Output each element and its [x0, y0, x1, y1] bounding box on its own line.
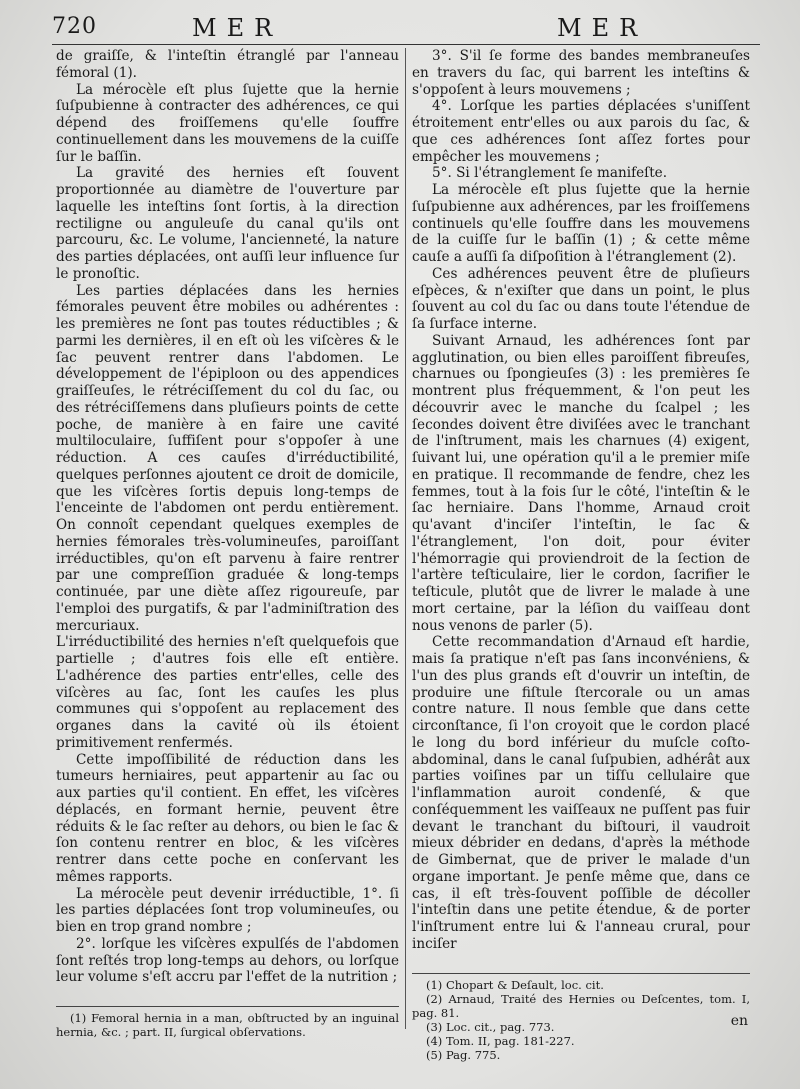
footnote: (4) Tom. II, pag. 181-227. [426, 1033, 575, 1048]
paragraph: de graiſſe, & l'inteſtin étranglé par l'anneau fémoral (1). [56, 48, 399, 81]
footnote: (1) Femoral hernia in a man, obſtructed by an inguinal hernia, &c. ; part. II, ſurgical obſervations. [56, 1011, 399, 1039]
running-head-right: MER [557, 14, 648, 42]
footnote-rule [412, 973, 750, 974]
footnote: (2) Arnaud, Traité des Hernies ou Deſcentes, tom. I, pag. 81. [412, 991, 750, 1020]
paragraph: 3°. S'il ſe forme des bandes membraneuſes en travers du ſac, qui barrent les inteſtins & s'oppoſent à leurs mouvemens ; [412, 48, 750, 98]
paragraph: Ces adhérences peuvent être de pluſieurs eſpèces, & n'exiſter que dans un point, le plus ſouvent au col du ſac ou dans toute l'étendue de ſa ſurface interne. [412, 265, 750, 332]
paragraph: 2°. lorſque les viſcères expulſés de l'abdomen ſont reſtés trop long-temps au dehors, ou lorſque leur volume s'eſt accru par l'effet de la nutrition ; [56, 935, 399, 986]
footnote: (3) Loc. cit., pag. 773. [426, 1019, 555, 1034]
paragraph: L'irréductibilité des hernies n'eſt quelquefois que partielle ; d'autres fois elle eſt entière. L'adhérence des parties entr'elles, celle des viſcères au ſac, ſont les cauſes les plus communes qui s'oppoſent au replacement des organes dans la cavité où ils étoient primitivement renfermés. [56, 634, 399, 751]
paragraph: Cette impoſſibilité de réduction dans les tumeurs herniaires, peut appartenir au ſac ou aux parties qu'il contient. En effet, les viſcères déplacés, en formant hernie, peuvent être réduits & le ſac reſter au dehors, ou bien le ſac & ſon contenu rentrer en bloc, & les viſcères rentrer dans cette poche en conſervant les mêmes rapports. [56, 751, 399, 885]
paragraph: Suivant Arnaud, les adhérences ſont par agglutination, ou bien elles paroiſſent fibreuſes, charnues ou ſpongieuſes (3) : les premières ſe montrent plus fréquemment, & l'on peut les découvrir avec le manche du ſcalpel ; les ſecondes doivent être diviſées avec le tranchant de l'inſtrument, mais les charnues (4) exigent, ſuivant lui, une opération qu'il a le premier miſe en pratique. Il recommande de fendre, chez les femmes, tout à la fois ſur le côté, l'inteſtin & le ſac herniaire. Dans l'homme, Arnaud croit qu'avant d'inciſer l'inteſtin, le ſac & l'étranglement, l'on doit, pour éviter l'hémorragie qui proviendroit de la ſection de l'artère teſticulaire, lier le cordon, ſacrifier le teſticule, plutôt que de livrer le malade à une mort certaine, par la léſion du vaiſſeau dont nous venons de parler (5). [412, 332, 750, 634]
page-number: 720 [52, 14, 97, 39]
footnote: (5) Pag. 775. [426, 1047, 501, 1062]
left-column [56, 48, 399, 1039]
catchword: en [730, 1013, 748, 1029]
paragraph: 5°. Si l'étranglement ſe manifeſte. [432, 165, 668, 182]
footnote: (1) Chopart & Deſault, loc. cit. [426, 977, 604, 992]
paragraph: Cette recommandation d'Arnaud eſt hardie, mais ſa pratique n'eſt pas ſans inconvéniens, & l'un des plus grands eſt d'ouvrir un inteſtin, de produire une fiſtule ſtercorale ou un amas contre nature. Il nous ſemble que dans cette circonſtance, ſi l'on croyoit que le cordon placé le long du bord inférieur du muſcle coſto-abdominal, dans le canal ſuſpubien, adhérât aux parties voiſines par un tiſſu cellulaire que l'inflammation auroit condenſé, & que conſéquemment les vaiſſeaux ne puſſent pas fuir devant le tranchant du biſtouri, il vaudroit mieux débrider en dedans, d'après la méthode de Gimbernat, que de priver le malade d'un organe important. Je penſe même que, dans ce cas, il eſt très-ſouvent poſſible de décoller l'inteſtin dans une petite étendue, & de porter l'inſtrument entre lui & l'anneau crural, pour inciſer [412, 634, 750, 952]
header-rule [52, 44, 760, 45]
column-divider [405, 48, 406, 1029]
page-header [52, 14, 760, 44]
right-column [412, 48, 750, 1062]
paragraph: Les parties déplacées dans les hernies fémorales peuvent être mobiles ou adhérentes : les premières ne ſont pas toutes réductibles ; & parmi les dernières, il en eſt où les viſcères & le ſac peuvent rentrer dans l'abdomen. Le développement de l'épiploon ou des appendices graiſſeuſes, le rétréciſſement du col du ſac, ou des rétréciſſemens dans pluſieurs points de cette poche, de manière à en faire une cavité multiloculaire, ſuffiſent pour s'oppoſer à une réduction. A ces cauſes d'irréductibilité, quelques perſonnes ajoutent ce droit de domicile, que les viſcères ſortis depuis long-temps de l'enceinte de l'abdomen ont perdu entièrement. On connoît cependant quelques exemples de hernies fémorales très-volumineuſes, paroiſſant irréductibles, qu'on eſt parvenu à faire rentrer par une compreſſion graduée & long-temps continuée, par une diète aſſez rigoureuſe, par l'emploi des purgatifs, & par l'adminiſtration des mercuriaux. [56, 282, 399, 634]
paragraph: La gravité des hernies eſt ſouvent proportionnée au diamètre de l'ouverture par laquelle les inteſtins ſont ſortis, à la direction rectiligne ou anguleuſe du canal qu'ils ont parcouru, &c. Le volume, l'ancienneté, la nature des parties déplacées, ont auſſi leur influence ſur le pronoſtic. [56, 165, 399, 282]
footnote-rule [56, 1006, 399, 1007]
paragraph: La mérocèle peut devenir irréductible, 1°. ſi les parties déplacées ſont trop volumineuſes, ou bien en trop grand nombre ; [56, 885, 399, 935]
paragraph: La mérocèle eſt plus ſujette que la hernie ſuſpubienne aux adhérences, par les froiſſemens continuels qu'elle ſouffre dans les mouvemens de la cuiſſe ſur le baſſin (1) ; & cette même cauſe a auſſi ſa diſpoſition à l'étranglement (2). [412, 182, 750, 265]
paragraph: La mérocèle eſt plus ſujette que la hernie ſuſpubienne à contracter des adhérences, ce qui dépend des froiſſemens qu'elle ſouffre continuellement dans les mouvemens de la cuiſſe ſur le baſſin. [56, 81, 399, 165]
paragraph: 4°. Lorſque les parties déplacées s'uniſſent étroitement entr'elles ou aux parois du ſac, & que ces adhérences ſont aſſez fortes pour empêcher les mouvemens ; [412, 98, 750, 165]
running-head-left: MER [192, 14, 283, 42]
